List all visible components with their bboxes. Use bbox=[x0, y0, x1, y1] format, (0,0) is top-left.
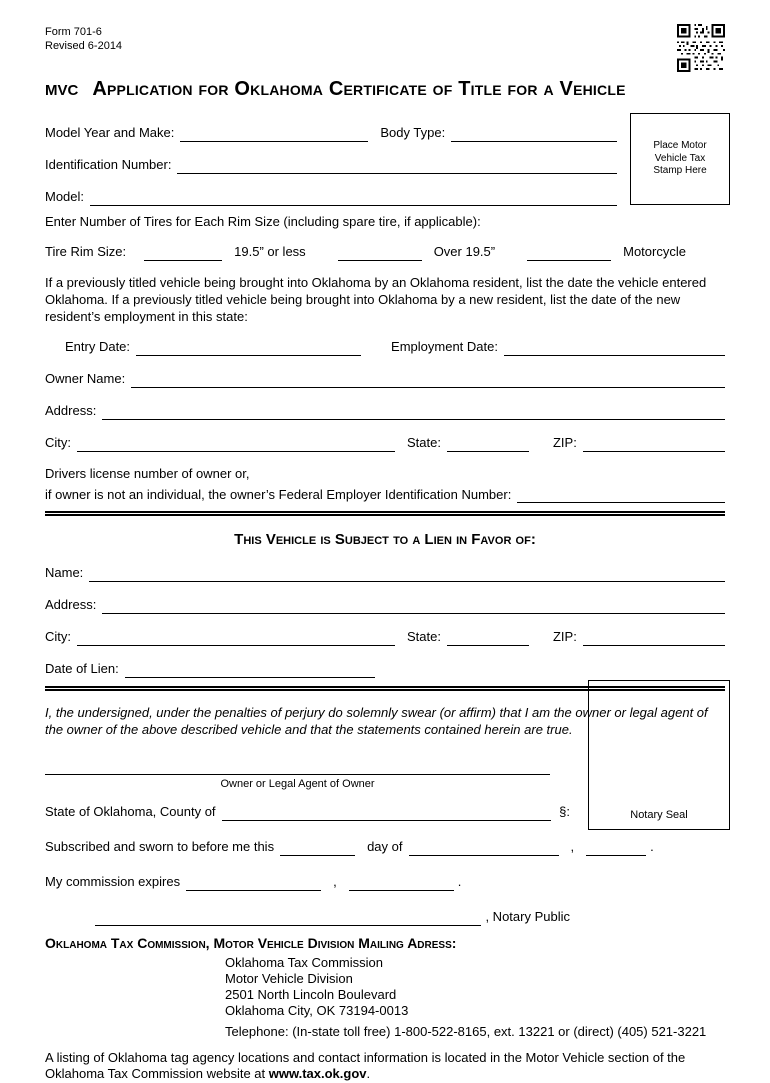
owner-address-label: Address: bbox=[45, 402, 97, 418]
notary-public-label: , Notary Public bbox=[485, 909, 570, 925]
affirmation-text: I, the undersigned, under the penalties of perjury do solemnly swear (or affirm) that I am the owner or legal agent of the owner of the above described vehicle and that the statements contained herein are true. bbox=[45, 704, 708, 737]
owner-signature-caption: Owner or Legal Agent of Owner bbox=[220, 777, 375, 790]
lien-state-label: State: bbox=[407, 629, 441, 645]
qr-code-icon bbox=[677, 24, 725, 72]
owner-state-label: State: bbox=[407, 434, 441, 450]
motorcycle-label: Motorcycle bbox=[623, 244, 686, 259]
sworn-comma: , bbox=[570, 839, 575, 855]
tax-stamp-label: Place Motor Vehicle Tax Stamp Here bbox=[653, 140, 707, 177]
telephone-line: Telephone: (In-state toll free) 1-800-522-8165, ext. 13221 or (direct) (405) 521-3221 bbox=[225, 1023, 707, 1039]
rim-over-195-field[interactable] bbox=[527, 246, 611, 261]
owner-state-field[interactable] bbox=[447, 437, 529, 452]
notary-seal-box bbox=[588, 680, 730, 830]
lien-city-label: City: bbox=[45, 629, 71, 645]
county-label: State of Oklahoma, County of bbox=[45, 804, 216, 820]
commission-label: My commission expires bbox=[45, 874, 181, 890]
owner-license-fein-field[interactable] bbox=[517, 488, 725, 503]
website-link[interactable]: www.tax.ok.gov bbox=[268, 1066, 367, 1082]
county-row bbox=[45, 803, 570, 821]
footer-text-after: . bbox=[366, 1066, 371, 1082]
footer-text-before: A listing of Oklahoma tag agency locations and contact information is located in the Motor Vehicle section of the Oklahoma Tax Commission website at bbox=[45, 1049, 686, 1082]
page-title: Application for Oklahoma Certificate of Title for a Vehicle bbox=[92, 78, 626, 100]
owner-license-line1: Drivers license number of owner or, bbox=[45, 465, 250, 481]
owner-city-label: City: bbox=[45, 434, 71, 450]
lien-heading: This Vehicle is Subject to a Lien in Favor of: bbox=[234, 531, 536, 549]
vehicle-section bbox=[45, 124, 617, 206]
lien-name-label: Name: bbox=[45, 565, 84, 581]
date-of-lien-row bbox=[45, 660, 725, 678]
mailing-line: 2501 North Lincoln Boulevard bbox=[225, 986, 397, 1002]
entry-date-label: Entry Date: bbox=[65, 338, 131, 354]
model-label: Model: bbox=[45, 189, 85, 205]
sworn-period: . bbox=[650, 839, 654, 855]
rim-195-or-less-label: 19.5” or less bbox=[234, 244, 306, 259]
lien-city-field[interactable] bbox=[77, 631, 395, 646]
employment-date-field[interactable] bbox=[504, 341, 725, 356]
notary-signature-field[interactable] bbox=[95, 911, 481, 926]
commission-comma: , bbox=[333, 874, 337, 890]
rim-over-195-label: Over 19.5” bbox=[433, 244, 496, 259]
entry-date-row bbox=[45, 338, 725, 356]
mvc-label: MVC bbox=[45, 82, 79, 99]
employment-date-label: Employment Date: bbox=[391, 338, 498, 354]
rim-195-or-less-field[interactable] bbox=[338, 246, 422, 261]
owner-name-field[interactable] bbox=[131, 373, 725, 388]
sworn-year-field[interactable] bbox=[586, 841, 646, 856]
commission-row bbox=[45, 873, 570, 891]
lien-state-field[interactable] bbox=[447, 631, 529, 646]
owner-address-field[interactable] bbox=[102, 405, 725, 420]
body-type-field[interactable] bbox=[451, 127, 617, 142]
lien-address-row bbox=[45, 596, 725, 614]
owner-license-line2: if owner is not an individual, the owner’s Federal Employer Identification Number: bbox=[45, 486, 512, 502]
footer-note bbox=[45, 1050, 725, 1083]
lien-city-row bbox=[45, 628, 725, 646]
lien-address-field[interactable] bbox=[102, 599, 725, 614]
tax-stamp-box bbox=[630, 113, 730, 205]
day-of-label: day of bbox=[367, 839, 403, 855]
entry-paragraph: If a previously titled vehicle being brought into Oklahoma by an Oklahoma resident, list the date the vehicle entered Oklahoma. If a previously titled vehicle being brought into Oklahoma by a new resident, list the date of the new resident’s employment in this state: bbox=[45, 274, 707, 324]
date-of-lien-field[interactable] bbox=[125, 663, 375, 678]
owner-city-row bbox=[45, 434, 725, 452]
identification-number-field[interactable] bbox=[177, 159, 617, 174]
date-of-lien-label: Date of Lien: bbox=[45, 661, 119, 677]
form-number: Form 701-6 bbox=[45, 26, 102, 38]
lien-name-field[interactable] bbox=[89, 567, 725, 582]
section-symbol: §: bbox=[559, 804, 570, 820]
model-year-make-field[interactable] bbox=[180, 127, 368, 142]
lien-name-row bbox=[45, 564, 725, 582]
mailing-line: Oklahoma City, OK 73194-0013 bbox=[225, 1002, 409, 1018]
mailing-heading: Oklahoma Tax Commission, Motor Vehicle Division Mailing Adress: bbox=[45, 935, 457, 952]
sworn-row bbox=[45, 838, 654, 856]
owner-signature-field[interactable] bbox=[45, 759, 550, 775]
owner-license-row bbox=[45, 485, 725, 503]
lien-address-label: Address: bbox=[45, 597, 97, 613]
tire-rim-size-label: Tire Rim Size: bbox=[45, 244, 127, 259]
owner-zip-label: ZIP: bbox=[552, 434, 577, 450]
sworn-month-field[interactable] bbox=[409, 841, 559, 856]
tire-rim-size-field[interactable] bbox=[144, 246, 222, 261]
form-revision: Revised 6-2014 bbox=[45, 39, 123, 52]
header bbox=[45, 26, 725, 72]
commission-period: . bbox=[457, 874, 462, 890]
sworn-prefix: Subscribed and sworn to before me this bbox=[45, 839, 275, 855]
owner-name-row bbox=[45, 370, 725, 388]
commission-month-day-field[interactable] bbox=[186, 876, 321, 891]
mailing-address-block bbox=[225, 955, 725, 1039]
county-field[interactable] bbox=[222, 806, 552, 821]
tire-rim-row bbox=[45, 243, 686, 261]
entry-date-field[interactable] bbox=[136, 341, 361, 356]
notary-signature-row bbox=[45, 908, 570, 926]
lien-zip-label: ZIP: bbox=[552, 629, 577, 645]
section-divider bbox=[45, 511, 725, 516]
notary-section bbox=[45, 803, 654, 926]
notary-seal-label: Notary Seal bbox=[630, 808, 688, 821]
sworn-day-field[interactable] bbox=[280, 841, 355, 856]
lien-zip-field[interactable] bbox=[583, 631, 725, 646]
model-year-make-label: Model Year and Make: bbox=[45, 125, 175, 141]
owner-name-label: Owner Name: bbox=[45, 370, 126, 386]
owner-signature-block bbox=[45, 759, 550, 791]
owner-address-row bbox=[45, 402, 725, 420]
form-meta bbox=[45, 26, 122, 54]
model-field[interactable] bbox=[90, 191, 617, 206]
body-type-label: Body Type: bbox=[380, 125, 446, 141]
owner-zip-field[interactable] bbox=[583, 437, 725, 452]
title-row bbox=[45, 76, 725, 102]
identification-number-label: Identification Number: bbox=[45, 157, 172, 173]
mailing-line: Oklahoma Tax Commission bbox=[225, 955, 383, 971]
commission-year-field[interactable] bbox=[349, 876, 454, 891]
mailing-line: Motor Vehicle Division bbox=[225, 971, 353, 987]
owner-city-field[interactable] bbox=[77, 437, 395, 452]
tires-instruction: Enter Number of Tires for Each Rim Size (including spare tire, if applicable): bbox=[45, 214, 481, 229]
